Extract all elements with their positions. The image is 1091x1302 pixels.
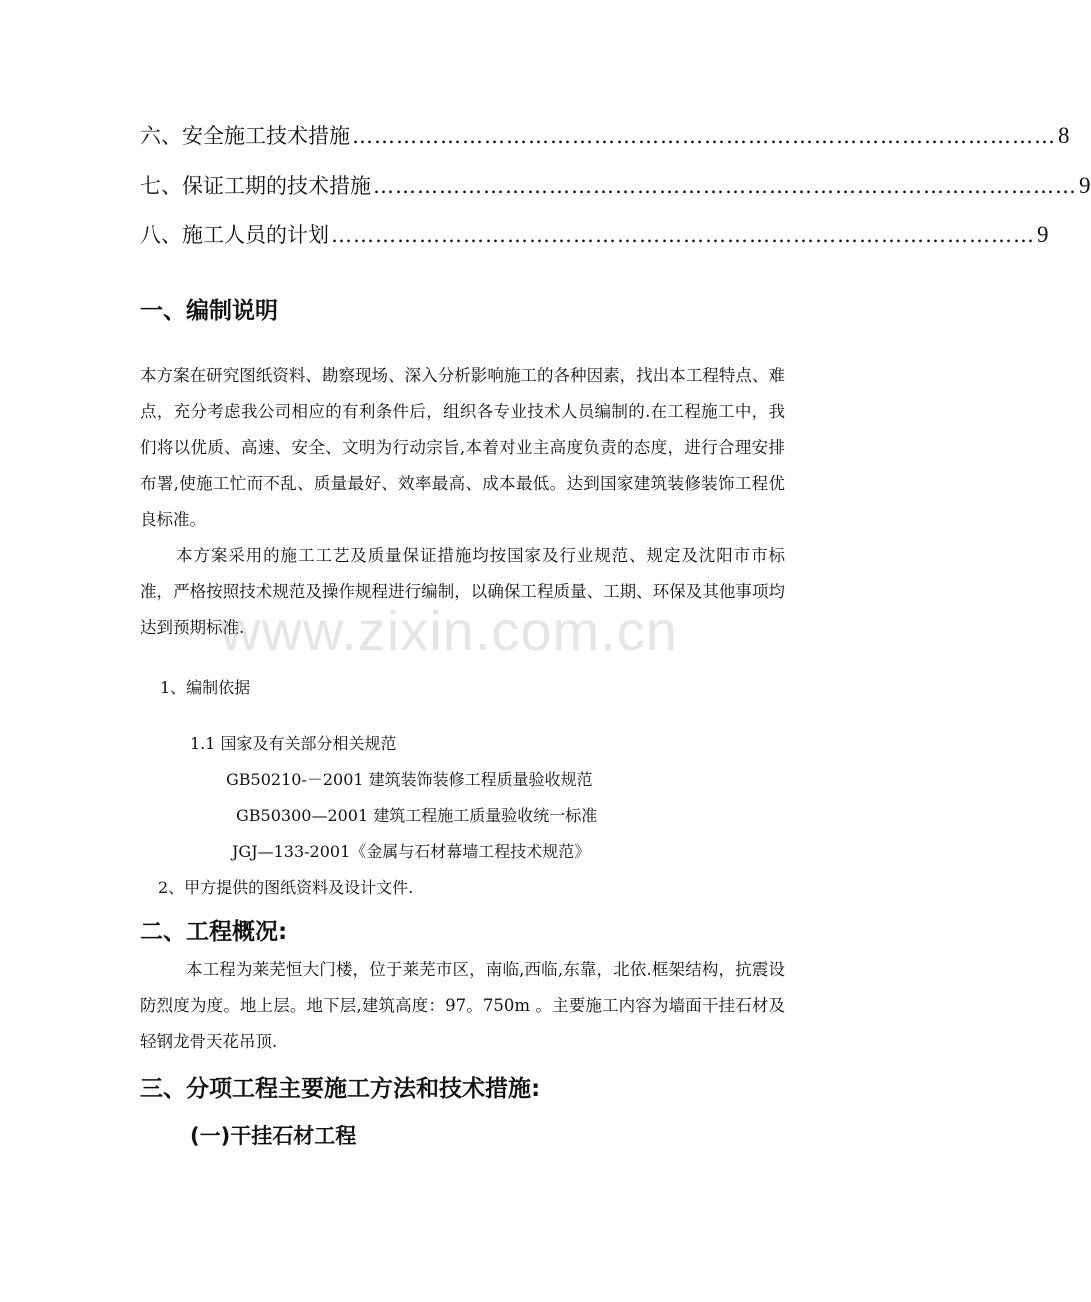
- standard-item: GB50210-－2001 建筑装饰装修工程质量验收规范: [226, 770, 593, 789]
- standard-item: JGJ—133-2001《金属与石材幕墙工程技术规范》: [232, 842, 591, 861]
- toc-entry-title: 六、安全施工技术措施: [140, 124, 350, 148]
- toc-entry[interactable]: [140, 170, 1091, 200]
- watermark: www.zixin.com.cn: [220, 599, 678, 662]
- toc-entry-title: 八、施工人员的计划: [140, 223, 329, 247]
- toc-entry[interactable]: [140, 120, 1070, 150]
- body-paragraph: 本工程为莱芜恒大门楼，位于莱芜市区，南临,西临,东靠，北依.框架结构，抗震设防烈度为度。地上层。地下层,建筑高度：97。750m 。主要施工内容为墙面干挂石材及轻钢龙骨天花吊顶.: [140, 960, 785, 1051]
- standard-item: GB50300—2001 建筑工程施工质量验收统一标准: [236, 806, 598, 825]
- toc-leader-dots: ……………………………………………………………………………………: [352, 124, 1056, 148]
- basis-subtitle: 1.1 国家及有关部分相关规范: [190, 734, 397, 753]
- toc-entry-page: 8: [1058, 123, 1070, 148]
- toc-entry[interactable]: [140, 219, 1049, 249]
- toc-leader-dots: ……………………………………………………………………………………: [331, 223, 1035, 247]
- body-paragraph: 本方案在研究图纸资料、勘察现场、深入分析影响施工的各种因素，找出本工程特点、难点，充分考虑我公司相应的有利条件后，组织各专业技术人员编制的.在工程施工中，我们将以优质、高速、安全、文明为行动宗旨,本着对业主高度负责的态度，进行合理安排布署,使施工忙而不乱、质量最好、效率最高、成本最低。达到国家建筑装修装饰工程优良标准。: [140, 366, 785, 529]
- basis-item: 2、甲方提供的图纸资料及设计文件.: [158, 878, 414, 897]
- section-heading: 三、分项工程主要施工方法和技术措施:: [140, 1076, 541, 1102]
- body-paragraph: 本方案采用的施工工艺及质量保证措施均按国家及行业规范、规定及沈阳市市标准，严格按照技术规范及操作规程进行编制，以确保工程质量、工期、环保及其他事项均达到预期标准.: [140, 546, 785, 637]
- toc-entry-title: 七、保证工期的技术措施: [140, 174, 371, 198]
- section-heading: 一、编制说明: [140, 298, 278, 324]
- toc-entry-page: 9: [1079, 173, 1091, 198]
- basis-title: 1、编制依据: [160, 678, 251, 697]
- section-heading: 二、工程概况:: [140, 919, 288, 945]
- toc-entry-page: 9: [1037, 222, 1049, 247]
- subsection-heading: (一)干挂石材工程: [190, 1124, 357, 1148]
- toc-leader-dots: ……………………………………………………………………………………: [373, 174, 1077, 198]
